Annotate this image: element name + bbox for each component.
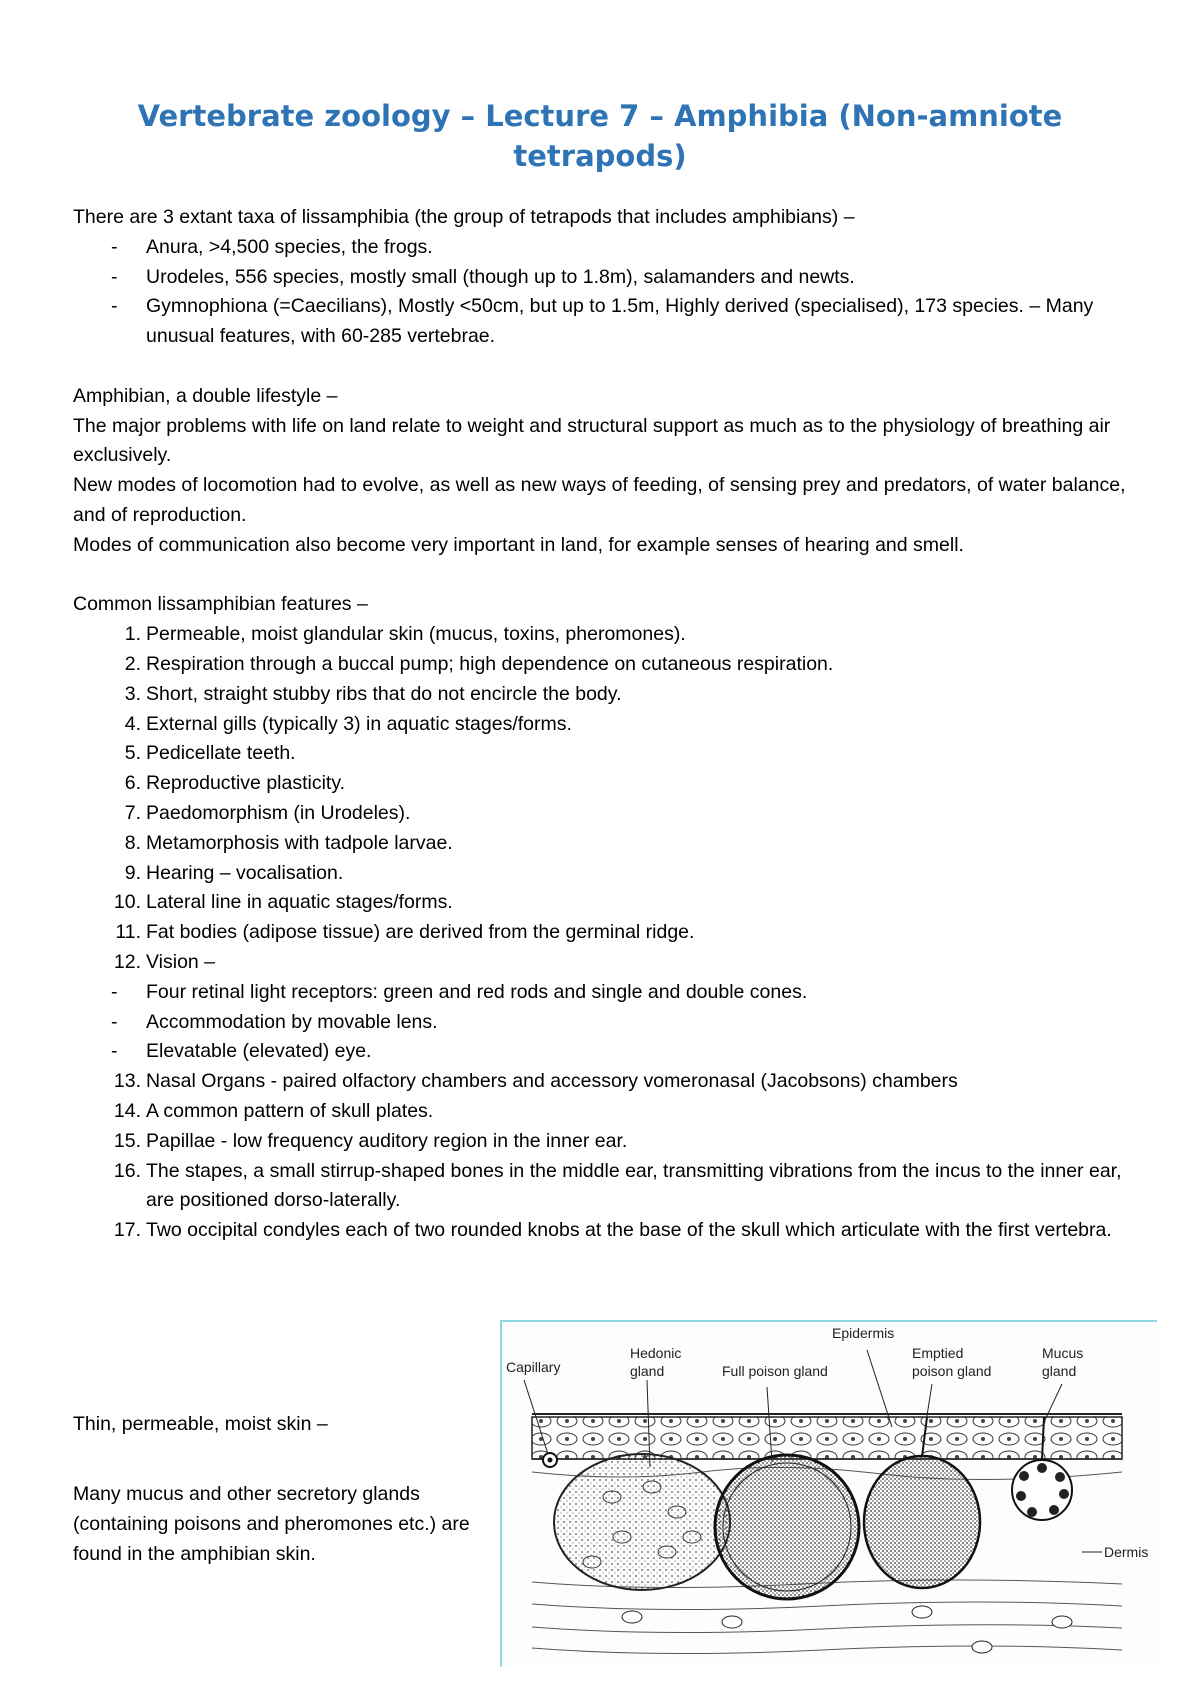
label-capillary: Capillary — [506, 1359, 561, 1375]
skin-text: Many mucus and other secretory glands (containing poisons and pheromones etc.) are found in the amphibian skin. — [73, 1483, 470, 1565]
hedonic-gland — [554, 1454, 730, 1590]
lifestyle-paragraph: Modes of communication also become very important in land, for example senses of hearing and smell. — [73, 533, 964, 556]
list-item: 1. Permeable, moist glandular skin (mucus, toxins, pheromones). — [124, 623, 686, 646]
list-item: 5. Pedicellate teeth. — [124, 742, 296, 765]
dash-marker: - — [111, 295, 118, 318]
full-poison-gland — [715, 1455, 859, 1599]
sub-list-item: - Accommodation by movable lens. — [73, 1008, 1143, 1038]
lifestyle-paragraph: The major problems with life on land relate to weight and structural support as much as to the physiology of breathing air exclusively. — [73, 414, 1111, 467]
list-item: 15. Papillae - low frequency auditory region in the inner ear. — [113, 1129, 628, 1152]
dash-marker: - — [111, 1040, 118, 1063]
list-item: - Anura, >4,500 species, the frogs. — [73, 233, 1143, 263]
label-mucus-1: Mucus — [1042, 1345, 1084, 1361]
label-dermis: Dermis — [1104, 1544, 1149, 1560]
label-emptied-1: Emptied — [912, 1345, 964, 1361]
sub-list-item: - Elevatable (elevated) eye. — [73, 1037, 1143, 1067]
features-heading: Common lissamphibian features – — [73, 593, 368, 616]
page-title: Vertebrate zoology – Lecture 7 – Amphibia (Non-amniote tetrapods) — [137, 99, 1063, 173]
list-item: 6. Reproductive plasticity. — [124, 772, 346, 795]
skin-heading: Thin, permeable, moist skin – — [73, 1412, 328, 1435]
emptied-poison-gland — [864, 1456, 980, 1588]
list-item: 10. Lateral line in aquatic stages/forms. — [113, 891, 453, 914]
list-item: 8. Metamorphosis with tadpole larvae. — [124, 831, 453, 854]
list-item: 11. Fat bodies (adipose tissue) are derived from the germinal ridge. — [115, 921, 695, 944]
list-item: - Gymnophiona (=Caecilians), Mostly <50cm, but up to 1.5m, Highly derived (specialised), 173 species. – Many unusual features, with 60-285 vertebrae. — [73, 292, 1143, 352]
features-list — [73, 620, 1143, 1246]
list-item: 14. A common pattern of skull plates. — [113, 1099, 434, 1122]
list-item: - Urodeles, 556 species, mostly small (though up to 1.8m), salamanders and newts. — [73, 263, 1143, 293]
label-epidermis: Epidermis — [832, 1325, 895, 1341]
label-full-poison: Full poison gland — [722, 1363, 828, 1379]
label-hedonic-1: Hedonic — [630, 1345, 682, 1361]
sub-list-item: - Four retinal light receptors: green and red rods and single and double cones. — [73, 978, 1143, 1008]
list-item: 13. Nasal Organs - paired olfactory chambers and accessory vomeronasal (Jacobsons) chambers — [113, 1070, 958, 1093]
lifestyle-paragraph: New modes of locomotion had to evolve, as well as new ways of feeding, of sensing prey and predators, of water balance, and of reproduction. — [73, 474, 1126, 526]
list-item: 4. External gills (typically 3) in aquatic stages/forms. — [124, 712, 572, 735]
list-item: 12. Vision – — [113, 950, 216, 973]
document-body — [73, 203, 1143, 1246]
skin-diagram-svg — [502, 1322, 1157, 1667]
list-item: 16. The stapes, a small stirrup-shaped bones in the middle ear, transmitting vibrations from the incus to the inner ear, are positioned dorso-laterally. — [113, 1159, 1122, 1212]
taxa-list — [73, 233, 1143, 352]
dash-marker: - — [111, 235, 118, 258]
list-item: 9. Hearing – vocalisation. — [124, 861, 344, 884]
epidermis-layer — [532, 1417, 1122, 1459]
dash-marker: - — [111, 1010, 118, 1033]
skin-section-diagram — [500, 1320, 1157, 1667]
list-item: 17. Two occipital condyles each of two rounded knobs at the base of the skull which articulate with the first vertebra. — [113, 1219, 1112, 1242]
list-item: 7. Paedomorphism (in Urodeles). — [124, 801, 411, 824]
label-emptied-2: poison gland — [912, 1363, 992, 1379]
list-item: 2. Respiration through a buccal pump; high dependence on cutaneous respiration. — [124, 652, 834, 675]
label-hedonic-2: gland — [630, 1363, 665, 1379]
list-item: 3. Short, straight stubby ribs that do not encircle the body. — [124, 682, 622, 705]
lifestyle-heading: Amphibian, a double lifestyle – — [73, 384, 338, 407]
dash-marker: - — [111, 980, 118, 1003]
dash-marker: - — [111, 265, 118, 288]
intro-text: There are 3 extant taxa of lissamphibia (the group of tetrapods that includes amphibians) – — [73, 206, 855, 228]
label-mucus-2: gland — [1042, 1363, 1077, 1379]
